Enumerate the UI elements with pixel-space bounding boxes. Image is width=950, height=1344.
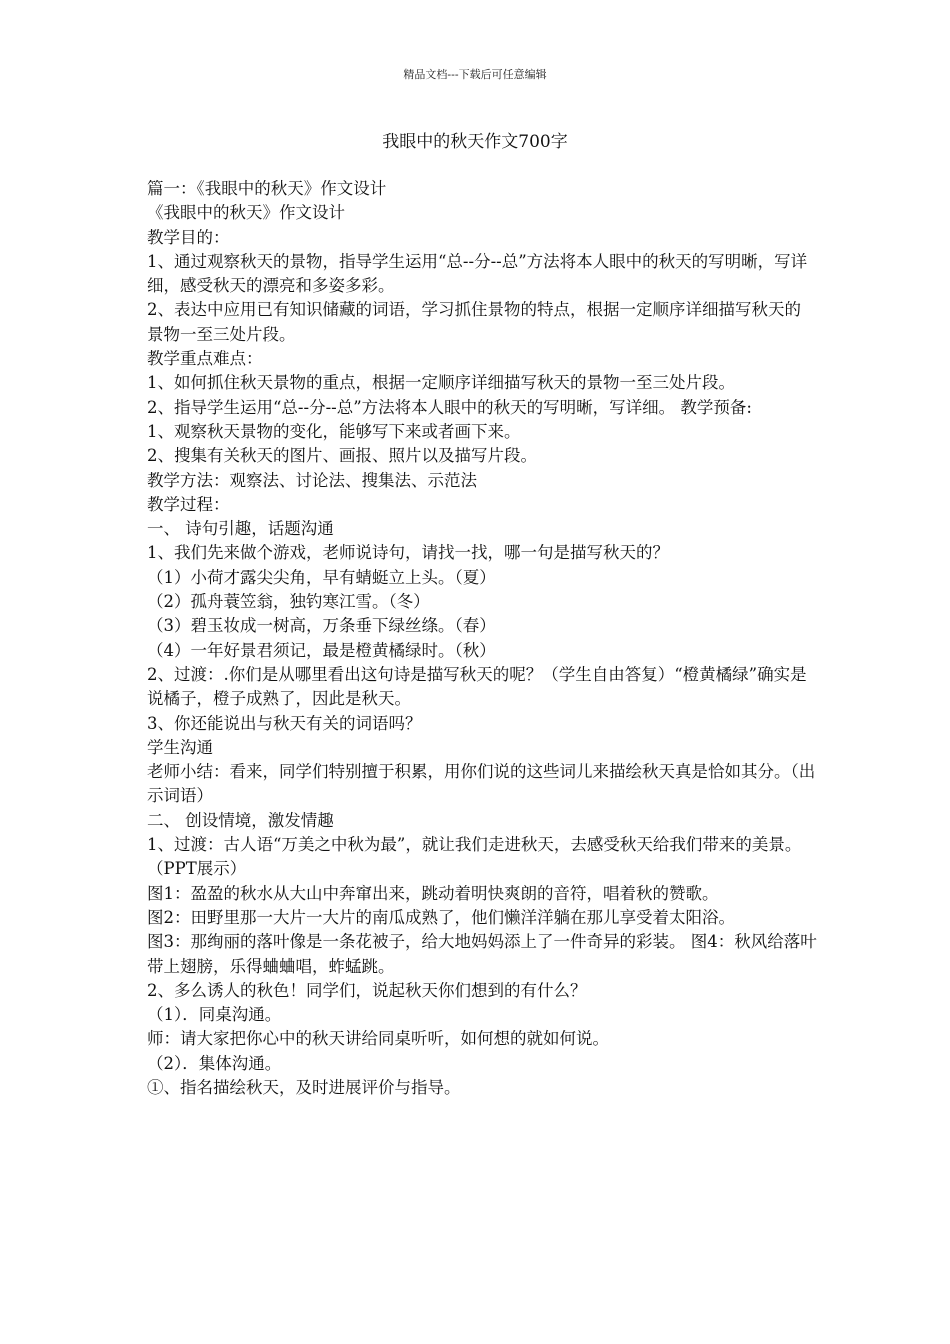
paragraph: 3、你还能说出与秋天有关的词语吗？: [147, 713, 422, 733]
paragraph: （2）孤舟蓑笠翁，独钓寒江雪。（冬）: [147, 592, 430, 612]
paragraph: 教学目的：: [147, 227, 230, 247]
paragraph: 2、过渡：.你们是从哪里看出这句诗是描写秋天的呢？（学生自由答复）“橙黄橘绿”确实是说橘子，橙子成熟了，因此是秋天。: [147, 664, 807, 709]
paragraph: 图1：盈盈的秋水从大山中奔窜出来，跳动着明快爽朗的音符，唱着秋的赞歌。: [147, 883, 719, 903]
paragraph: 师：请大家把你心中的秋天讲给同桌听听，如何想的就如何说。: [147, 1029, 609, 1049]
paragraph: 二、 创设情境，激发情趣: [147, 810, 334, 830]
header-note: 精品文档---下载后可任意编辑: [403, 68, 547, 81]
paragraph: 2、指导学生运用“总--分--总”方法将本人眼中的秋天的写明晰，写详细。 教学预备:: [147, 397, 752, 417]
paragraph: 1、过渡：古人语“万美之中秋为最”，就让我们走进秋天，去感受秋天给我们带来的美景。（PPT展示）: [147, 835, 802, 879]
paragraph: 2、搜集有关秋天的图片、画报、照片以及描写片段。: [147, 446, 537, 466]
paragraph: （1）．同桌沟通。: [147, 1005, 282, 1025]
paragraph: 《我眼中的秋天》作文设计: [147, 203, 345, 223]
paragraph: 图3：那绚丽的落叶像是一条花被子，给大地妈妈添上了一件奇异的彩装。 图4：秋风给落叶带上翅膀，乐得蛐蛐唱，蚱蜢跳。: [147, 932, 817, 976]
paragraph: 教学重点难点：: [147, 349, 263, 369]
paragraph: 1、观察秋天景物的变化，能够写下来或者画下来。: [147, 421, 521, 441]
paragraph: 老师小结：看来，同学们特别擅于积累，用你们说的这些词儿来描绘秋天真是恰如其分。（出示词语）: [147, 762, 816, 806]
paragraph: （1）小荷才露尖尖角，早有蜻蜓立上头。（夏）: [147, 567, 496, 587]
paragraph: 学生沟通: [147, 737, 213, 757]
document-title: 我眼中的秋天作文700字: [382, 132, 568, 152]
document-body: [147, 177, 817, 1100]
paragraph: 教学方法：观察法、讨论法、搜集法、示范法: [147, 470, 477, 490]
paragraph: （2）．集体沟通。: [147, 1053, 282, 1073]
paragraph: 教学过程：: [147, 494, 230, 514]
paragraph: 一、 诗句引趣，话题沟通: [147, 519, 334, 539]
paragraph: 1、通过观察秋天的景物，指导学生运用“总--分--总”方法将本人眼中的秋天的写明晰，写详细，感受秋天的漂亮和多姿多彩。: [147, 251, 808, 296]
paragraph: 2、表达中应用已有知识储藏的词语，学习抓住景物的特点，根据一定顺序详细描写秋天的景物一至三处片段。: [147, 300, 801, 344]
paragraph: （4）一年好景君须记，最是橙黄橘绿时。（秋）: [147, 640, 496, 660]
paragraph: 图2：田野里那一大片一大片的南瓜成熟了，他们懒洋洋躺在那儿享受着太阳浴。: [147, 907, 735, 927]
paragraph: （3）碧玉妆成一树高，万条垂下绿丝绦。（春）: [147, 616, 496, 636]
paragraph: 2、多么诱人的秋色！同学们，说起秋天你们想到的有什么？: [147, 980, 587, 1000]
paragraph: 1、如何抓住秋天景物的重点，根据一定顺序详细描写秋天的景物一至三处片段。: [147, 373, 735, 393]
paragraph: 篇一：《我眼中的秋天》作文设计: [147, 179, 387, 198]
paragraph: ①、指名描绘秋天，及时进展评价与指导。: [147, 1077, 461, 1097]
paragraph: 1、我们先来做个游戏，老师说诗句，请找一找，哪一句是描写秋天的？: [147, 543, 669, 563]
